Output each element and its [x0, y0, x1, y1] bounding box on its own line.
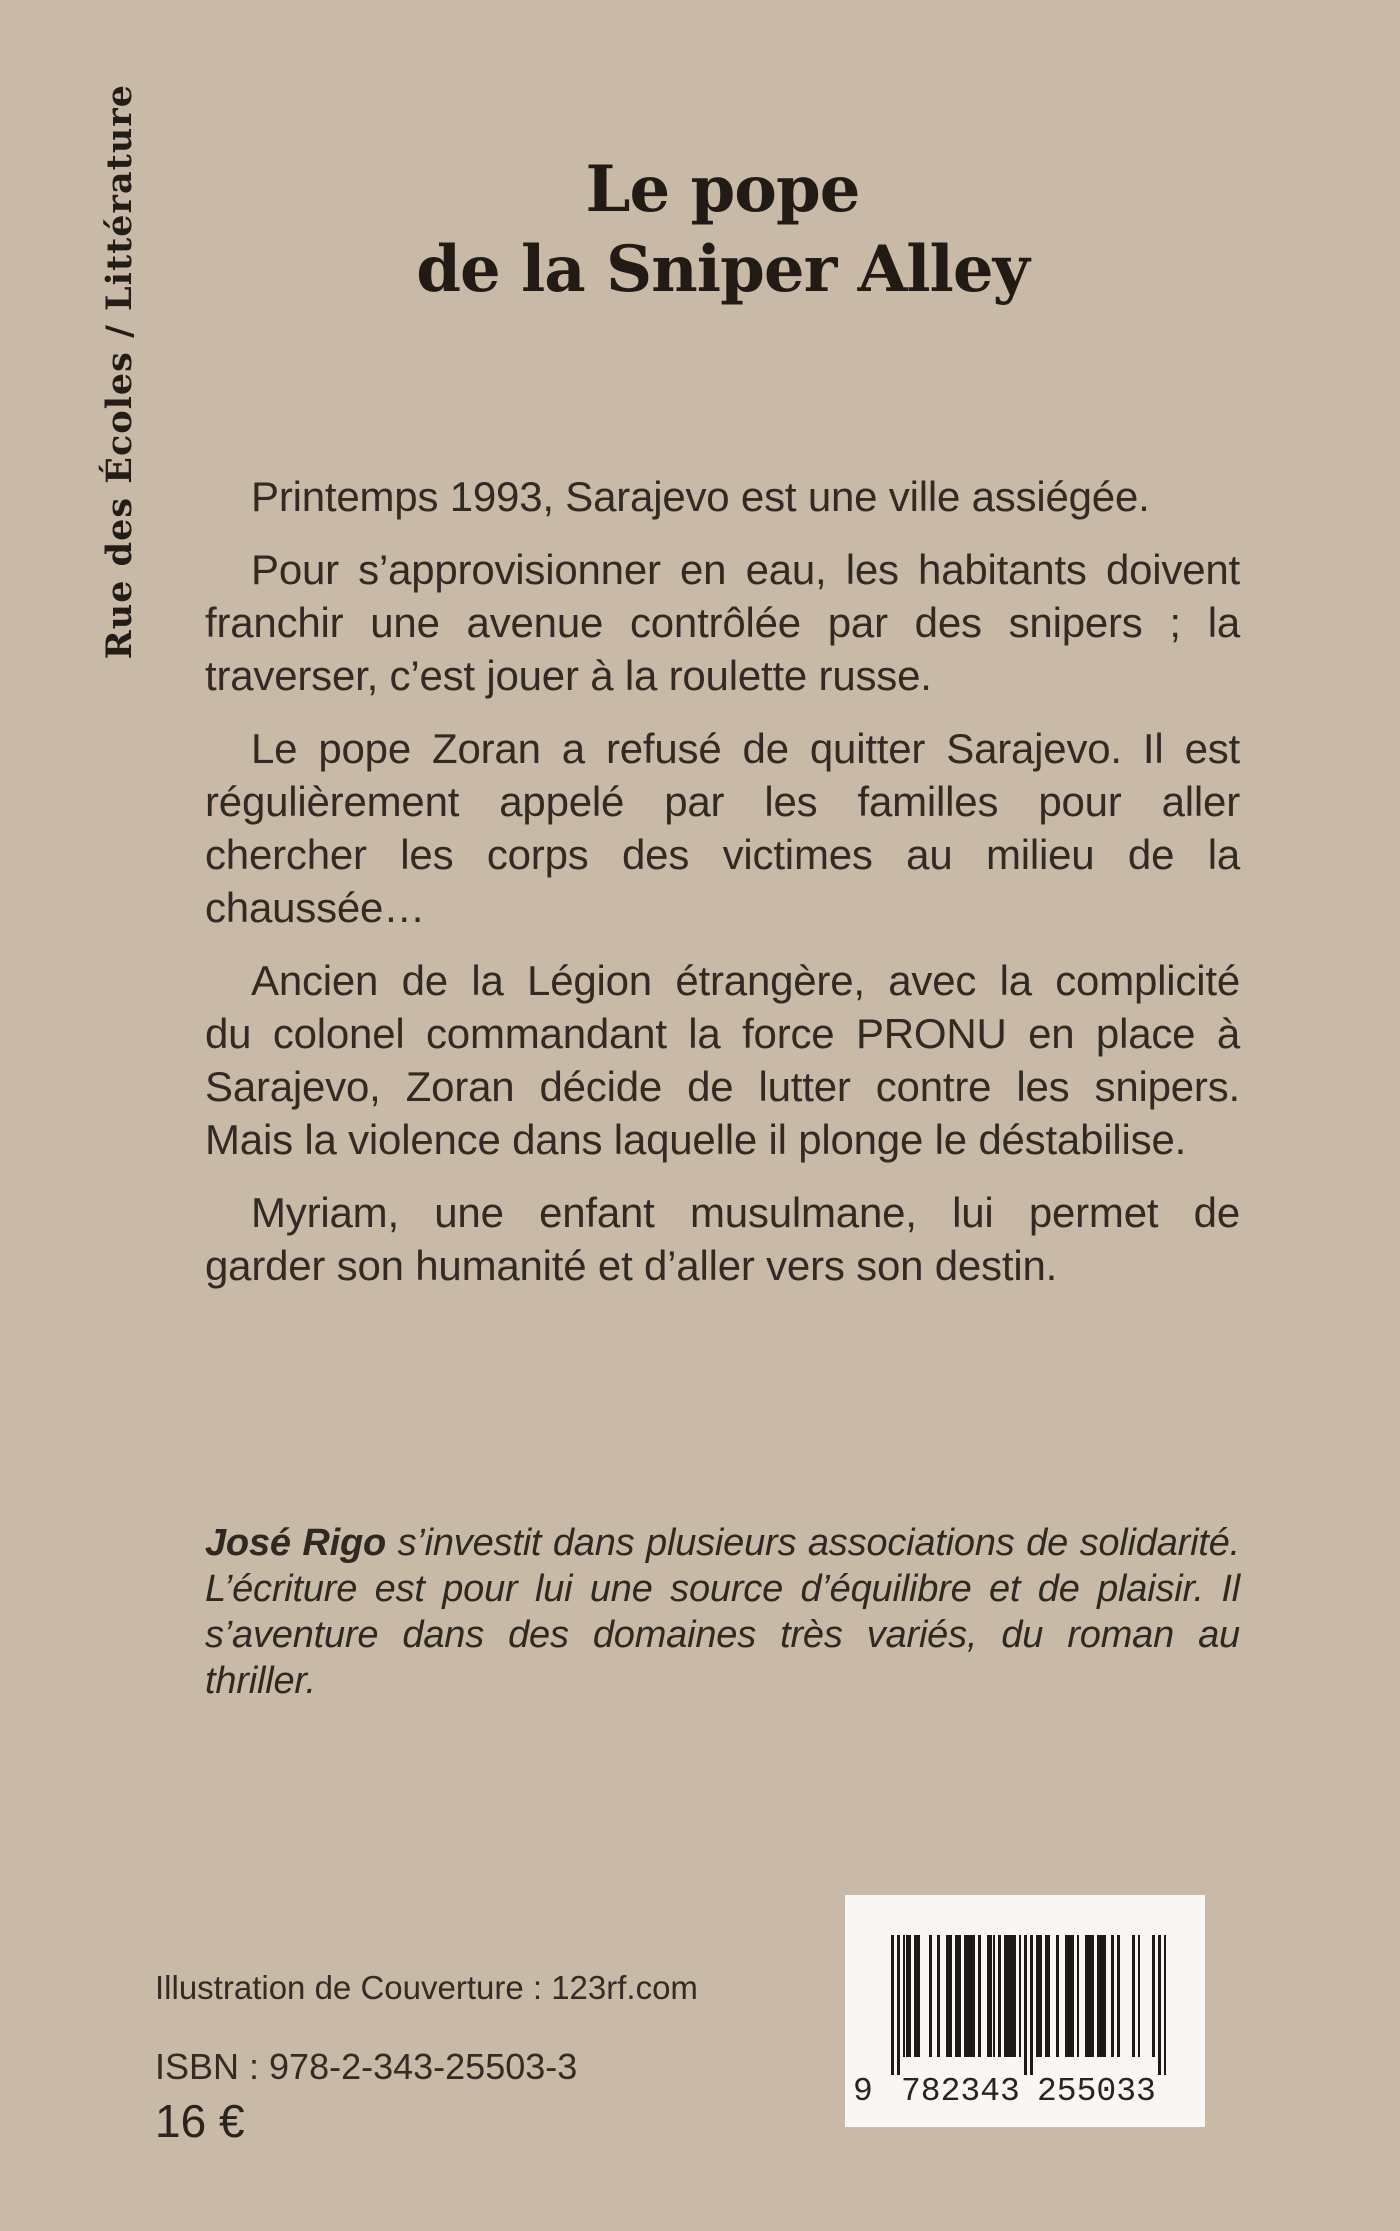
barcode-bar: [1019, 1935, 1022, 2057]
barcode-bar: [1039, 1935, 1042, 2057]
barcode-bar: [1030, 1935, 1033, 2075]
barcode-digit-group: 782343: [901, 2073, 1020, 2110]
synopsis-paragraph: [205, 722, 1240, 934]
barcode: [845, 1895, 1205, 2127]
author-name: José Rigo: [205, 1522, 387, 1564]
barcode-bar: [1077, 1935, 1080, 2057]
synopsis-paragraph: [205, 470, 1240, 523]
book-title-line-1: Le pope: [585, 152, 860, 227]
barcode-bar: [1138, 1935, 1141, 2057]
barcode-bar: [917, 1935, 920, 2057]
synopsis-line: Pour s’approvisionner en eau, les habitants doivent: [251, 546, 1240, 593]
barcode-bar: [972, 1935, 975, 2057]
synopsis-line: Mais la violence dans laquelle il plonge le déstabilise.: [205, 1116, 1187, 1163]
barcode-digit-group: 9: [853, 2073, 873, 2110]
author-biography: [205, 1520, 1240, 1704]
barcode-bar: [1013, 1935, 1016, 2057]
isbn-number: ISBN : 978-2-343-25503-3: [155, 2046, 578, 2087]
illustration-credit: Illustration de Couverture : 123rf.com: [155, 1969, 698, 2006]
synopsis-line: chercher les corps des victimes au milieu de la: [205, 831, 1240, 878]
barcode-bar: [1071, 1935, 1074, 2057]
barcode-bar: [993, 1935, 996, 2057]
barcode-bar: [1132, 1935, 1135, 2057]
barcode-bar: [1056, 1935, 1059, 2057]
synopsis-paragraph: [205, 543, 1240, 702]
barcode-bar: [1111, 1935, 1114, 2057]
synopsis-line: franchir une avenue contrôlée par des snipers ; la: [205, 599, 1240, 646]
barcode-bar: [937, 1935, 940, 2057]
barcode-bar: [891, 1935, 894, 2075]
barcode-bar: [1158, 1935, 1161, 2075]
barcode-bar: [978, 1935, 981, 2057]
synopsis-paragraph: [205, 1186, 1240, 1292]
synopsis-line: Myriam, une enfant musulmane, lui permet de: [251, 1189, 1240, 1236]
synopsis-line: du colonel commandant la force PRONU en place à: [205, 1010, 1240, 1057]
synopsis-line: Ancien de la Légion étrangère, avec la complicité: [251, 957, 1240, 1004]
synopsis-paragraph: [205, 954, 1240, 1166]
barcode-bar: [1024, 1935, 1027, 2075]
barcode-bars: [891, 1935, 1169, 2075]
author-note-line: s’aventure dans des domaines très variés, du roman au thriller.: [205, 1614, 1240, 1702]
synopsis-line: Sarajevo, Zoran décide de lutter contre les snipers.: [205, 1063, 1240, 1110]
synopsis-text: [205, 470, 1240, 1312]
author-note-line: José Rigo s’investit dans plusieurs associations de solidarité.: [205, 1522, 1241, 1564]
barcode-bar: [1152, 1935, 1155, 2057]
synopsis-line: régulièrement appelé par les familles pour aller: [205, 778, 1240, 825]
synopsis-line: Printemps 1993, Sarajevo est une ville assiégée.: [251, 473, 1150, 520]
book-title-line-2: de la Sniper Alley: [416, 232, 1029, 307]
synopsis-line: Le pope Zoran a refusé de quitter Sarajevo. Il est: [251, 725, 1240, 772]
book-title: [205, 150, 1240, 310]
synopsis-line: garder son humanité et d’aller vers son destin.: [205, 1242, 1058, 1289]
barcode-bar: [958, 1935, 961, 2057]
author-note-line: L’écriture est pour lui une source d’équilibre et de plaisir. Il: [205, 1568, 1240, 1610]
barcode-bar: [929, 1935, 932, 2057]
barcode-bar: [1091, 1935, 1094, 2057]
synopsis-line: traverser, c’est jouer à la roulette russe.: [205, 652, 932, 699]
barcode-bar: [1117, 1935, 1120, 2057]
barcode-bar: [998, 1935, 1001, 2057]
barcode-bar: [908, 1935, 911, 2057]
barcode-digits: [845, 2073, 1205, 2113]
barcode-bar: [897, 1935, 900, 2075]
barcode-bar: [1048, 1935, 1051, 2057]
spine-category-label: Rue des Écoles / Littérature: [99, 84, 140, 660]
price-label: 16 €: [155, 2095, 245, 2147]
barcode-bar: [1164, 1935, 1167, 2075]
barcode-bar: [949, 1935, 952, 2057]
synopsis-line: chaussée…: [205, 884, 425, 931]
barcode-bar: [1103, 1935, 1106, 2057]
barcode-digit-group: 255033: [1037, 2073, 1156, 2110]
